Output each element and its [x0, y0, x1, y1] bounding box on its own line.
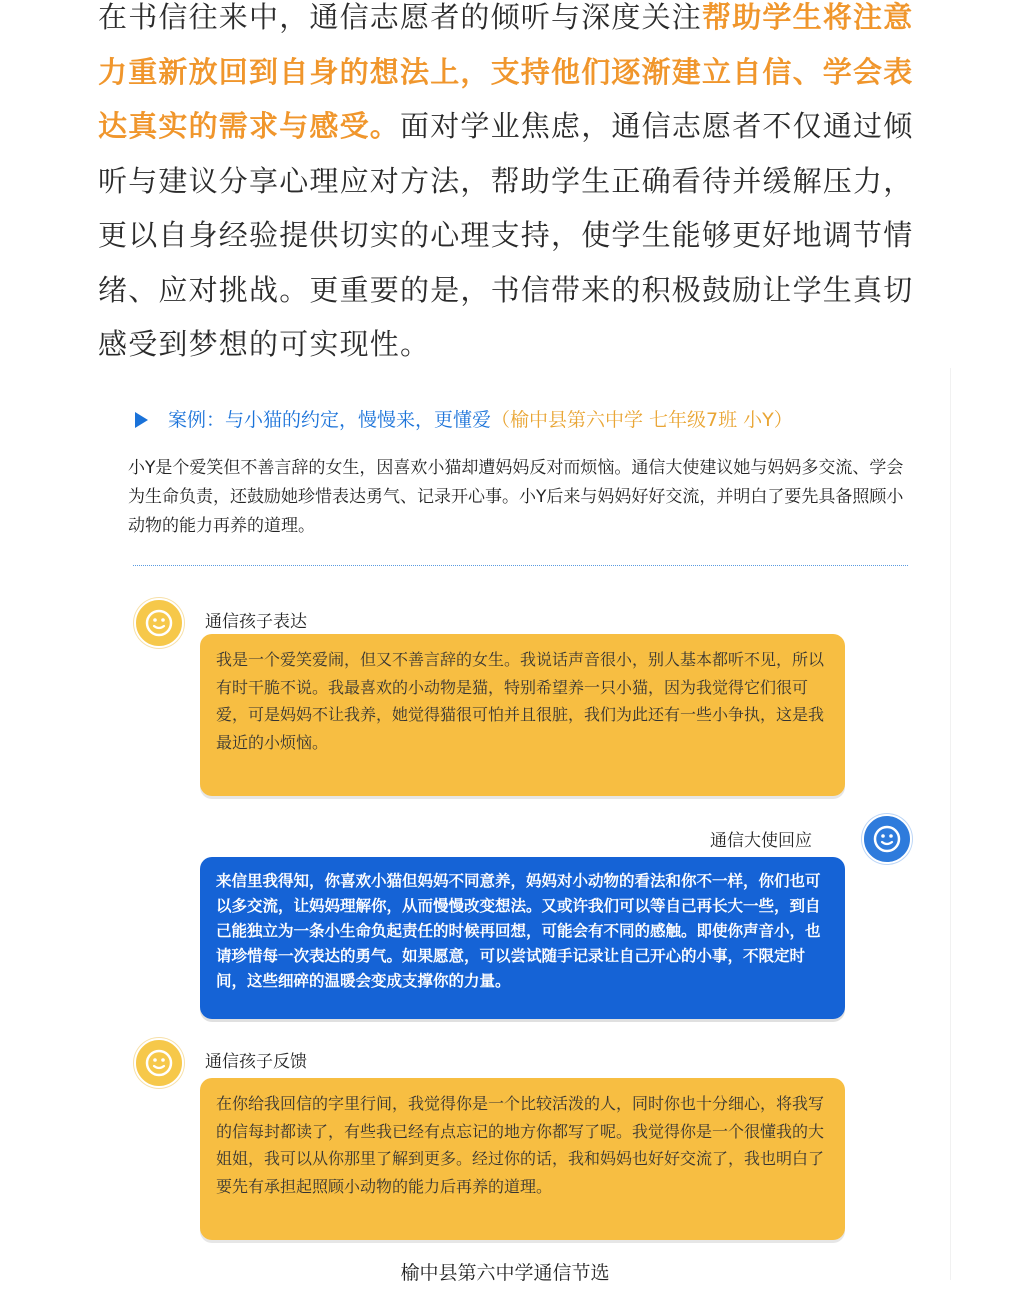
speaker-label: 通信孩子反馈 — [205, 1052, 307, 1072]
dotted-divider — [133, 565, 908, 566]
case-summary: 小Y是个爱笑但不善言辞的女生，因喜欢小猫却遭妈妈反对而烦恼。通信大使建议她与妈妈多交流、学会为生命负责，还鼓励她珍惜表达勇气、记录开心事。小Y后来与妈妈好好交流，并明白了要先具备照顾小动物的能力再养的道理。 — [128, 458, 904, 536]
intro-paragraph — [98, 0, 928, 372]
intro-before: 在书信往来中，通信志愿者的倾听与深度关注 — [98, 0, 703, 34]
image-caption: 榆中县第六中学通信节选 — [400, 1262, 610, 1284]
ambassador-avatar — [862, 814, 912, 864]
speaker-label: 通信大使回应 — [710, 831, 812, 851]
smiley-face-icon — [864, 816, 910, 862]
case-meta: （榆中县第六中学 七年级7班 小Y） — [491, 409, 793, 431]
intro-after: 面对学业焦虑，通信志愿者不仅通过倾听与建议分享心理应对方法，帮助学生正确看待并缓解压力，更以自身经验提供切实的心理支持，使学生能够更好地调节情绪、应对挑战。更重要的是，书信带来的积极鼓励让学生真切感受到梦想的可实现性。 — [98, 109, 914, 361]
message-bubble: 在你给我回信的字里行间，我觉得你是一个比较活泼的人，同时你也十分细心，将我写的信每封都读了，有些我已经有点忘记的地方你都写了呢。我觉得你是一个很懂我的大姐姐，我可以从你那里了解到更多。经过你的话，我和妈妈也好好交流了，我也明白了要先有承担起照顾小动物的能力后再养的道理。 — [200, 1078, 845, 1240]
play-triangle-icon — [135, 412, 148, 428]
case-heading — [100, 404, 793, 436]
message-bubble: 我是一个爱笑爱闹，但又不善言辞的女生。我说话声音很小，别人基本都听不见，所以有时干脆不说。我最喜欢的小动物是猫，特别希望养一只小猫，因为我觉得它们很可爱，可是妈妈不让我养，她觉得猫很可怕并且很脏，我们为此还有一些小争执，这是我最近的小烦恼。 — [200, 634, 845, 796]
intro-highlight: 帮助学生将注意力重新放回到自身的想法上，支持他们逐渐建立自信、学会表达真实的需求与感受。 — [98, 0, 914, 143]
child-avatar — [134, 1038, 184, 1088]
child-avatar — [134, 598, 184, 648]
smiley-face-icon — [136, 1040, 182, 1086]
speaker-label: 通信孩子表达 — [205, 612, 307, 632]
case-title: 案例：与小猫的约定，慢慢来，更懂爱 — [168, 409, 492, 431]
smiley-face-icon — [136, 600, 182, 646]
message-bubble: 来信里我得知，你喜欢小猫但妈妈不同意养，妈妈对小动物的看法和你不一样，你们也可以多交流，让妈妈理解你，从而慢慢改变想法。又或许我们可以等自己再长大一些，到自己能独立为一条小生命负起责任的时候再回想，可能会有不同的感触。即使你声音小，也请珍惜每一次表达的勇气。如果愿意，可以尝试随手记录让自己开心的小事，不限定时间，这些细碎的温暖会变成支撑你的力量。 — [200, 857, 845, 1019]
